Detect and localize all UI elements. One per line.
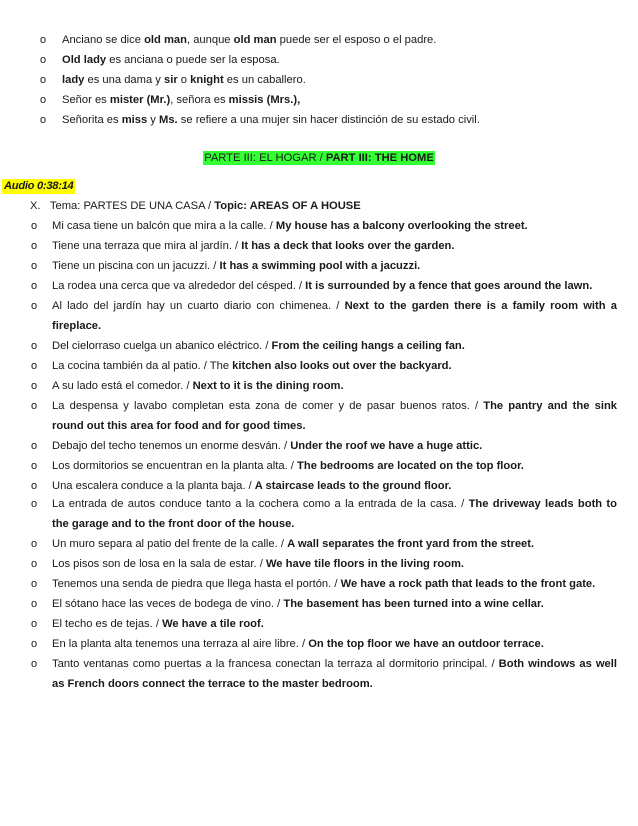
spanish-text: , señora es <box>170 94 229 106</box>
heading-spanish: PARTE III: EL HOGAR / <box>204 152 326 164</box>
list-item-line <box>52 677 373 691</box>
bullet-icon: o <box>40 114 47 126</box>
english-text: fireplace. <box>52 320 102 332</box>
list-item-line <box>52 419 306 433</box>
english-text: as French doors connect the terrace to the master bedroom. <box>52 678 373 690</box>
list-item-line <box>52 219 528 233</box>
bullet-icon: o <box>31 220 38 232</box>
spanish-text: es una dama y <box>84 74 164 86</box>
topic-spanish: Tema: PARTES DE UNA CASA / <box>49 200 215 212</box>
english-text: old man <box>233 34 277 46</box>
english-text: Next to the garden there is a family room with a <box>344 300 617 312</box>
spanish-text: La entrada de autos conduce tanto a la cochera como a la entrada de la casa. / <box>52 498 469 510</box>
spanish-text: se refiere a una mujer sin hacer distinción de su estado civil. <box>177 114 480 126</box>
spanish-text: Un muro separa al patio del frente de la calle. / <box>52 538 288 550</box>
bullet-icon: o <box>31 460 38 472</box>
topic-line <box>30 199 361 213</box>
spanish-text: La cocina también da al patio. / The <box>52 360 233 372</box>
english-text: Next to it is the dining room. <box>192 380 344 392</box>
spanish-text: Tiene un piscina con un jacuzzi. / <box>52 260 220 272</box>
list-item-line <box>52 319 101 333</box>
list-item-line <box>52 517 294 531</box>
bullet-icon: o <box>31 380 38 392</box>
list-item-line <box>52 259 420 273</box>
english-text: Old lady <box>62 54 107 66</box>
english-text: My house has a balcony overlooking the street. <box>275 220 528 232</box>
english-text: A wall separates the front yard from the street. <box>287 538 535 550</box>
spanish-text: puede ser el esposo o el padre. <box>276 34 437 46</box>
bullet-icon: o <box>31 598 38 610</box>
english-text: sir <box>164 74 178 86</box>
intro-item <box>62 73 306 87</box>
spanish-text: Anciano se dice <box>62 34 145 46</box>
spanish-text: El techo es de tejas. / <box>52 618 163 630</box>
list-item-line <box>52 299 617 313</box>
english-text: lady <box>62 74 85 86</box>
bullet-icon: o <box>31 658 38 670</box>
list-item-line <box>52 279 592 293</box>
bullet-icon: o <box>31 618 38 630</box>
english-text: miss <box>121 114 148 126</box>
intro-item <box>62 93 300 107</box>
intro-item <box>62 33 436 47</box>
english-text: knight <box>190 74 224 86</box>
english-text: It has a deck that looks over the garden. <box>241 240 455 252</box>
list-item-line <box>52 439 482 453</box>
spanish-text: En la planta alta tenemos una terraza al aire libre. / <box>52 638 309 650</box>
spanish-text: es un caballero. <box>223 74 306 86</box>
list-item-line <box>52 459 524 473</box>
english-text: The bedrooms are located on the top floor. <box>297 460 524 472</box>
list-item-line <box>52 497 617 511</box>
list-item-line <box>52 479 451 493</box>
english-text: We have tile floors in the living room. <box>265 558 465 570</box>
heading-english: PART III: THE HOME <box>325 152 434 164</box>
english-text: round out this area for food and for good times. <box>52 420 306 432</box>
english-text: It is surrounded by a fence that goes around the lawn. <box>305 280 593 292</box>
english-text: kitchen also looks out over the backyard. <box>232 360 452 372</box>
english-text: old man <box>144 34 187 46</box>
bullet-icon: o <box>31 558 38 570</box>
audio-timestamp: Audio 0:38:14 <box>4 180 74 192</box>
english-text: A staircase leads to the ground floor. <box>254 480 452 492</box>
list-item-line <box>52 597 544 611</box>
english-text: On the top floor we have an outdoor terrace. <box>308 638 544 650</box>
english-text: Under the roof we have a huge attic. <box>290 440 483 452</box>
spanish-text: , aunque <box>186 34 234 46</box>
english-text: the garage and to the front door of the house. <box>52 518 295 530</box>
intro-item <box>62 53 280 67</box>
spanish-text: Al lado del jardín hay un cuarto diario con chimenea. / <box>52 300 345 312</box>
list-item-line <box>52 577 595 591</box>
bullet-icon: o <box>31 260 38 272</box>
topic-english: Topic: AREAS OF A HOUSE <box>214 200 361 212</box>
section-heading-highlight <box>203 151 435 165</box>
english-text: We have a rock path that leads to the front gate. <box>340 578 596 590</box>
bullet-icon: o <box>31 538 38 550</box>
bullet-icon: o <box>31 638 38 650</box>
spanish-text: y <box>147 114 160 126</box>
spanish-text: A su lado está el comedor. / <box>52 380 193 392</box>
spanish-text: Tenemos una senda de piedra que llega hasta el portón. / <box>52 578 341 590</box>
spanish-text: o <box>177 74 191 86</box>
topic-number: X. <box>30 200 41 212</box>
list-item-line <box>52 399 617 413</box>
bullet-icon: o <box>31 300 38 312</box>
spanish-text: Mi casa tiene un balcón que mira a la calle. / <box>52 220 276 232</box>
english-text: The driveway leads both to <box>468 498 617 510</box>
spanish-text: Los pisos son de losa en la sala de estar. / <box>52 558 266 570</box>
intro-item <box>62 113 480 127</box>
spanish-text: Del cielorraso cuelga un abanico eléctrico. / <box>52 340 272 352</box>
english-text: mister (Mr.) <box>109 94 171 106</box>
spanish-text: es anciana o puede ser la esposa. <box>106 54 280 66</box>
list-item-line <box>52 379 344 393</box>
bullet-icon: o <box>40 74 47 86</box>
list-item-line <box>52 359 452 373</box>
bullet-icon: o <box>40 94 47 106</box>
english-text: Ms. <box>159 114 178 126</box>
spanish-text: Tiene una terraza que mira al jardín. / <box>52 240 242 252</box>
bullet-icon: o <box>31 440 38 452</box>
bullet-icon: o <box>40 54 47 66</box>
spanish-text: Los dormitorios se encuentran en la planta alta. / <box>52 460 298 472</box>
list-item-line <box>52 617 264 631</box>
bullet-icon: o <box>31 480 38 492</box>
list-item-line <box>52 557 464 571</box>
bullet-icon: o <box>31 240 38 252</box>
list-item-line <box>52 637 544 651</box>
list-item-line <box>52 537 534 551</box>
bullet-icon: o <box>31 400 38 412</box>
list-item-line <box>52 239 455 253</box>
english-text: The pantry and the sink <box>483 400 617 412</box>
spanish-text: Señorita es <box>62 114 122 126</box>
spanish-text: Señor es <box>62 94 110 106</box>
bullet-icon: o <box>31 280 38 292</box>
spanish-text: Debajo del techo tenemos un enorme desván. / <box>52 440 291 452</box>
spanish-text: La despensa y lavabo completan esta zona de comer y de pasar buenos ratos. / <box>52 400 484 412</box>
bullet-icon: o <box>31 498 38 510</box>
bullet-icon: o <box>31 340 38 352</box>
spanish-text: Una escalera conduce a la planta baja. / <box>52 480 255 492</box>
bullet-icon: o <box>31 360 38 372</box>
spanish-text: La rodea una cerca que va alrededor del césped. / <box>52 280 306 292</box>
list-item-line <box>52 339 465 353</box>
list-item-line <box>52 657 617 671</box>
english-text: The basement has been turned into a wine cellar. <box>283 598 544 610</box>
english-text: missis (Mrs.), <box>228 94 301 106</box>
spanish-text: Tanto ventanas como puertas a la francesa conectan la terraza al dormitorio principal. / <box>52 658 499 670</box>
english-text: It has a swimming pool with a jacuzzi. <box>219 260 421 272</box>
spanish-text: El sótano hace las veces de bodega de vino. / <box>52 598 284 610</box>
section-heading <box>0 151 638 165</box>
bullet-icon: o <box>40 34 47 46</box>
english-text: Both windows as well <box>498 658 617 670</box>
english-text: We have a tile roof. <box>162 618 264 630</box>
english-text: From the ceiling hangs a ceiling fan. <box>271 340 465 352</box>
bullet-icon: o <box>31 578 38 590</box>
